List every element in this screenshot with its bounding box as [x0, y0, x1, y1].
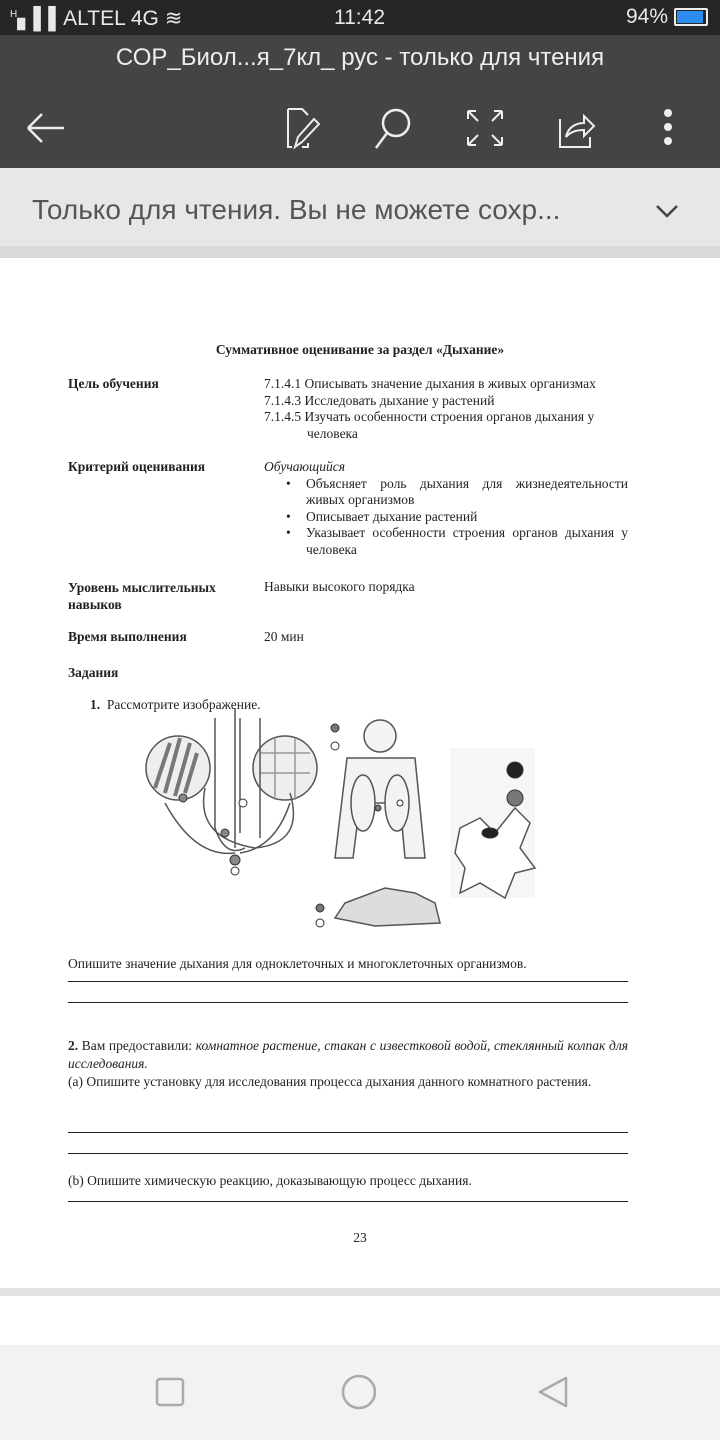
document-title: СОР_Биол...я_7кл_ рус - только для чтения	[115, 44, 605, 71]
chevron-down-icon[interactable]	[654, 198, 680, 224]
app-toolbar	[0, 35, 720, 168]
task1-number: 1.	[90, 697, 101, 712]
answer-line[interactable]	[68, 1002, 628, 1003]
read-only-banner[interactable]	[0, 168, 720, 258]
banner-message: Только для чтения. Вы не можете сохр...	[32, 194, 561, 225]
goal-item: человека	[307, 425, 358, 441]
more-options-icon[interactable]	[644, 103, 694, 153]
page-divider	[0, 1288, 720, 1296]
criteria-label: Критерий оценивания	[68, 459, 206, 474]
tasks-heading: Задания	[68, 665, 119, 680]
goal-item: 7.1.4.3 Исследовать дыхание у растений	[264, 392, 495, 408]
back-icon[interactable]	[536, 1375, 570, 1409]
level-value: Навыки высокого порядка	[264, 579, 415, 594]
signal-icon: ▖▌▌	[17, 7, 64, 30]
doc-title: Суммативное оценивание за раздел «Дыхание»	[215, 342, 505, 357]
clock: 11:42	[334, 6, 385, 29]
time-label: Время выполнения	[68, 629, 187, 644]
carrier	[10, 6, 182, 31]
home-icon[interactable]	[340, 1373, 378, 1411]
respiration-figure	[135, 708, 550, 943]
edit-document-icon[interactable]	[278, 103, 328, 153]
task2b-question: (b) Опишите химическую реакцию, доказывающую процесс дыхания.	[68, 1173, 472, 1188]
back-arrow-icon[interactable]	[20, 103, 70, 153]
criteria-block	[264, 459, 628, 558]
document-page	[0, 270, 720, 1288]
task1-question: Опишите значение дыхания для одноклеточных и многоклеточных организмов.	[68, 956, 527, 971]
fullscreen-icon[interactable]	[460, 103, 510, 153]
search-icon[interactable]	[368, 103, 418, 153]
time-value: 20 мин	[264, 629, 304, 644]
system-nav-bar	[0, 1345, 720, 1440]
answer-line[interactable]	[68, 1201, 628, 1202]
goal-item: 7.1.4.5 Изучать особенности строения органов дыхания у	[264, 409, 595, 424]
share-icon[interactable]	[552, 103, 602, 153]
goal-item: 7.1.4.1 Описывать значение дыхания в живых организмах	[264, 376, 596, 391]
criteria-item: • Указывает особенности строения органов дыхания у человека	[286, 525, 628, 558]
level-label-line: Уровень мыслительных	[68, 580, 216, 595]
status-bar	[0, 0, 720, 35]
task1-text: Рассмотрите изображение.	[106, 697, 261, 712]
level-label	[68, 579, 216, 613]
task2-text	[68, 1037, 628, 1073]
goals-list	[264, 376, 596, 442]
page-number: 23	[353, 1230, 367, 1245]
task2-items: комнатное растение, стакан с известковой водой, стеклянный колпак для исследования.	[68, 1038, 628, 1071]
criteria-item: • Объясняет роль дыхания для жизнедеятельности живых организмов	[286, 476, 628, 509]
answer-line[interactable]	[68, 981, 628, 982]
carrier-name: ALTEL 4G	[63, 7, 159, 30]
battery-icon	[674, 8, 708, 26]
battery-status	[626, 5, 708, 29]
criteria-intro: Обучающийся	[264, 459, 346, 474]
task2-number: 2.	[68, 1038, 79, 1053]
recent-apps-icon[interactable]	[154, 1376, 186, 1408]
answer-line[interactable]	[68, 1132, 628, 1133]
battery-percent: 94%	[625, 5, 668, 28]
task2-intro: Вам предоставили:	[78, 1038, 196, 1053]
level-label-line: навыков	[68, 597, 122, 612]
wifi-icon: ≋	[164, 7, 183, 30]
task2a-question: (а) Опишите установку для исследования процесса дыхания данного комнатного растения.	[68, 1074, 592, 1089]
goal-label: Цель обучения	[68, 376, 159, 391]
network-type: H	[10, 9, 18, 20]
answer-line[interactable]	[68, 1153, 628, 1154]
criteria-item: • Описывает дыхание растений	[286, 509, 628, 526]
